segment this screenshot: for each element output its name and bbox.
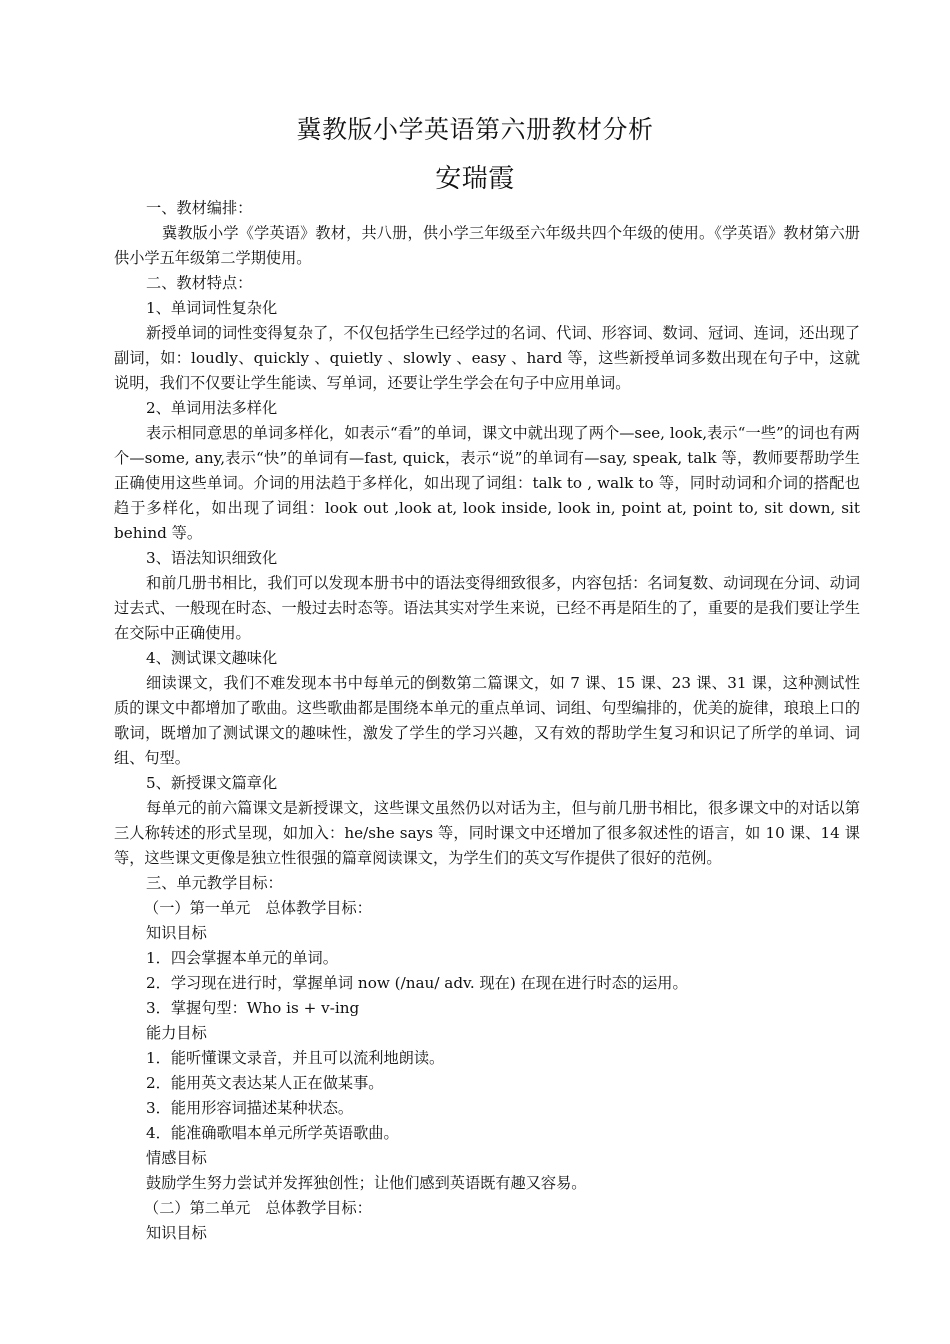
goal-heading: 知识目标 [146,1224,207,1242]
section-heading: 三、单元教学目标： [146,874,283,892]
subsection-heading: 2、单词用法多样化 [146,399,278,417]
subsection-heading: 1、单词词性复杂化 [146,299,278,317]
section-heading: 二、教材特点： [146,274,253,292]
goal-item: 鼓励学生努力尝试并发挥独创性；让他们感到英语既有趣又容易。 [146,1174,587,1192]
document-title: 冀教版小学英语第六册教材分析 [296,115,654,144]
goal-item: 1．能听懂课文录音，并且可以流利地朗读。 [146,1049,445,1067]
goal-heading: 知识目标 [146,924,207,942]
body-paragraph: 冀教版小学《学英语》教材，共八册，供小学三年级至六年级共四个年级的使用。《学英语》教材第六册供小学五年级第二学期使用。 [114,224,860,267]
goal-heading: 情感目标 [146,1149,207,1167]
subsection-heading: 4、测试课文趣味化 [146,649,278,667]
goal-item: 2．能用英文表达某人正在做某事。 [146,1074,384,1092]
subsection-heading: 3、语法知识细致化 [146,549,278,567]
section-heading: 一、教材编排： [146,199,253,217]
unit-heading: （二）第二单元 总体教学目标： [144,1199,372,1217]
goal-item: 3．掌握句型：Who is + v-ing [146,999,360,1017]
goal-item: 3．能用形容词描述某种状态。 [146,1099,354,1117]
body-paragraph: 每单元的前六篇课文是新授课文，这些课文虽然仍以对话为主，但与前几册书相比，很多课文中的对话以第三人称转述的形式呈现，如加入：he/she says 等，同时课文中还增加了很多叙述性的语言，如 10 课、14 课等，这些课文更像是独立性很强的篇章阅读课文，为学生们的英文写作提供了很好的范例。 [114,799,860,867]
goal-item: 4．能准确歌唱本单元所学英语歌曲。 [146,1124,399,1142]
subsection-heading: 5、新授课文篇章化 [146,774,278,792]
goal-item: 2．学习现在进行时，掌握单词 now (/nau/ adv. 现在) 在现在进行时态的运用。 [146,974,688,992]
document-body [114,196,860,1246]
document-author: 安瑞霞 [435,164,515,194]
goal-item: 1．四会掌握本单元的单词。 [146,949,338,967]
unit-heading: （一）第一单元 总体教学目标： [144,899,372,917]
goal-heading: 能力目标 [146,1024,207,1042]
body-paragraph: 新授单词的词性变得复杂了，不仅包括学生已经学过的名词、代词、形容词、数词、冠词、连词，还出现了副词，如：loudly、quickly 、quietly 、slowly 、easy 、hard 等，这些新授单词多数出现在句子中，这就说明，我们不仅要让学生能读、写单词，还要让学生学会在句子中应用单词。 [114,324,860,392]
body-paragraph: 和前几册书相比，我们可以发现本册书中的语法变得细致很多，内容包括：名词复数、动词现在分词、动词过去式、一般现在时态、一般过去时态等。语法其实对学生来说，已经不再是陌生的了，重要的是我们要让学生在交际中正确使用。 [114,574,860,642]
body-paragraph: 细读课文，我们不难发现本书中每单元的倒数第二篇课文，如 7 课、15 课、23 课、31 课，这种测试性质的课文中都增加了歌曲。这些歌曲都是围绕本单元的重点单词、词组、句型编排的，优美的旋律，琅琅上口的歌词，既增加了测试课文的趣味性，激发了学生的学习兴趣，又有效的帮助学生复习和识记了所学的单词、词组、句型。 [114,674,860,767]
body-paragraph: 表示相同意思的单词多样化，如表示“看”的单词，课文中就出现了两个—see, look,表示“一些”的词也有两个—some, any,表示“快”的单词有—fast, quick，表示“说”的单词有—say, speak, talk 等，教师要帮助学生正确使用这些单词。介词的用法趋于多样化，如出现了词组：talk to , walk to 等，同时动词和介词的搭配也趋于多样化，如出现了词组：look out ,look at, look inside, look in, point at, point to, sit down, sit behind 等。 [114,424,860,542]
